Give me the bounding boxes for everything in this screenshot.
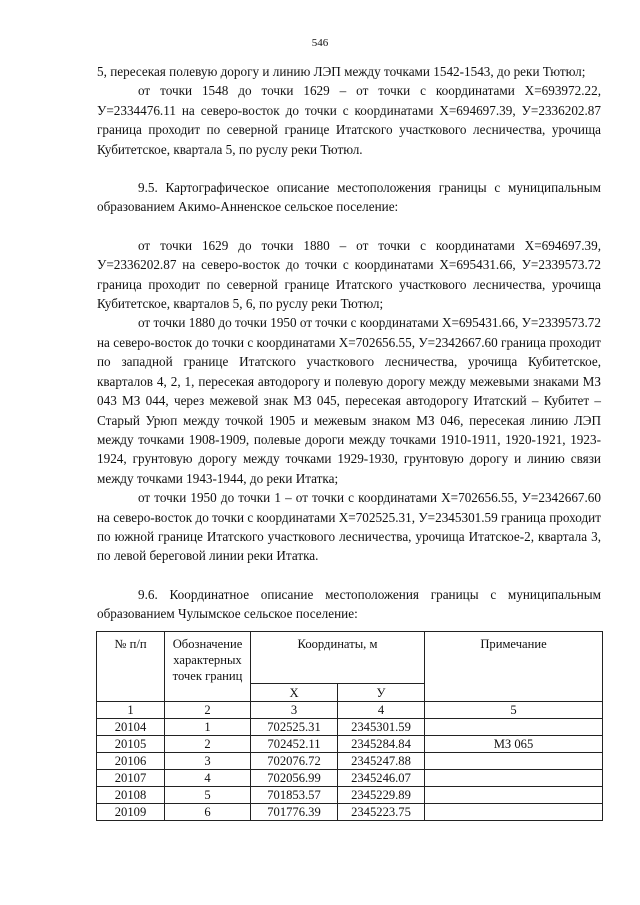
table-row [97,736,603,753]
cell-designation: 3 [165,753,251,770]
cell-designation: 1 [165,719,251,736]
cell-designation: 4 [165,770,251,787]
cell-note [425,787,603,804]
column-number: 1 [97,702,165,719]
cell-number: 20104 [97,719,165,736]
column-number: 3 [251,702,338,719]
column-number: 5 [425,702,603,719]
cell-note [425,753,603,770]
cell-number: 20108 [97,787,165,804]
cell-y: 2345246.07 [338,770,425,787]
paragraph-continuation: 5, пересекая полевую дорогу и линию ЛЭП между точками 1542-1543, до реки Тютюл; [97,64,586,79]
paragraph-1950-1: от точки 1950 до точки 1 – от точки с координатами Х=702656.55, У=2342667.60 на северо-восток до точки с координатами Х=702525.31, У=2345301.59 граница проходит по южной границе Итатского участкового лесничества, урочища Итатское-2, квартала 3, по левой береговой линии реки Итатка. [97,490,601,564]
cell-number: 20105 [97,736,165,753]
header-note: Примечание [425,632,603,702]
coordinates-table [96,631,603,821]
cell-y: 2345284.84 [338,736,425,753]
header-y: У [338,684,425,702]
section-heading-9-5: 9.5. Картографическое описание местоположения границы с муниципальным образованием Акимо-Анненское сельское поселение: [97,180,601,215]
cell-x: 702525.31 [251,719,338,736]
cell-note [425,804,603,821]
header-number: № п/п [97,632,165,702]
cell-number: 20106 [97,753,165,770]
section-heading-9-6: 9.6. Координатное описание местоположения границы с муниципальным образованием Чулымское сельское поселение: [97,586,601,622]
cell-y: 2345229.89 [338,787,425,804]
table-row [97,804,603,821]
cell-x: 701853.57 [251,787,338,804]
table-row [97,770,603,787]
cell-x: 702076.72 [251,753,338,770]
cell-number: 20107 [97,770,165,787]
paragraph-1880-1950: от точки 1880 до точки 1950 от точки с координатами Х=695431.66, У=2339573.72 на северо-восток до точки с координатами Х=702656.55, У=2342667.60 граница проходит по западной границе Итатского участкового лесничества, урочища Кубитетское, кварталов 4, 2, 1, пересекая автодорогу и полевую дорогу между межевыми знаками МЗ 043 МЗ 044, через межевой знак МЗ 045, пересекая автодорогу Итатский – Кубитет – Старый Урюп между точкой 1905 и межевым знаком МЗ 046, пересекая линию ЛЭП между точками 1908-1909, полевые дороги между точками 1910-1911, 1920-1921, 1923-1924, грунтовую дорогу между точками 1929-1930, грунтовую дорогу и линию связи между точками 1943-1944, до реки Итатка; [97,315,601,486]
header-designation: Обозначение характерных точек границ [165,632,251,702]
cell-note [425,770,603,787]
header-coordinates: Координаты, м [251,632,425,684]
paragraph-1629-1880: от точки 1629 до точки 1880 – от точки с координатами Х=694697.39, У=2336202.87 на северо-восток до точки с координатами Х=695431.66, У=2339573.72 граница проходит по северной границе Итатского участкового лесничества, урочища Кубитетское, кварталов 5, 6, по руслу реки Тютюл; [97,237,601,312]
cell-y: 2345247.88 [338,753,425,770]
table-row [97,719,603,736]
cell-x: 701776.39 [251,804,338,821]
cell-note [425,719,603,736]
cell-note: МЗ 065 [425,736,603,753]
cell-y: 2345301.59 [338,719,425,736]
table-row [97,753,603,770]
cell-y: 2345223.75 [338,804,425,821]
paragraph-1548-1629: от точки 1548 до точки 1629 – от точки с координатами Х=693972.22, У=2334476.11 на северо-восток до точки с координатами Х=694697.39, У=2336202.87 граница проходит по северной границе Итатского участкового лесничества, урочища Кубитетское, квартала 5, по руслу реки Тютюл. [97,83,601,157]
column-number-row [97,702,603,719]
table-row [97,787,603,804]
header-x: Х [251,684,338,702]
document-body [97,62,601,624]
cell-x: 702452.11 [251,736,338,753]
page-number: 546 [311,37,329,49]
column-number: 4 [338,702,425,719]
cell-x: 702056.99 [251,770,338,787]
cell-designation: 5 [165,787,251,804]
cell-number: 20109 [97,804,165,821]
cell-designation: 6 [165,804,251,821]
cell-designation: 2 [165,736,251,753]
column-number: 2 [165,702,251,719]
